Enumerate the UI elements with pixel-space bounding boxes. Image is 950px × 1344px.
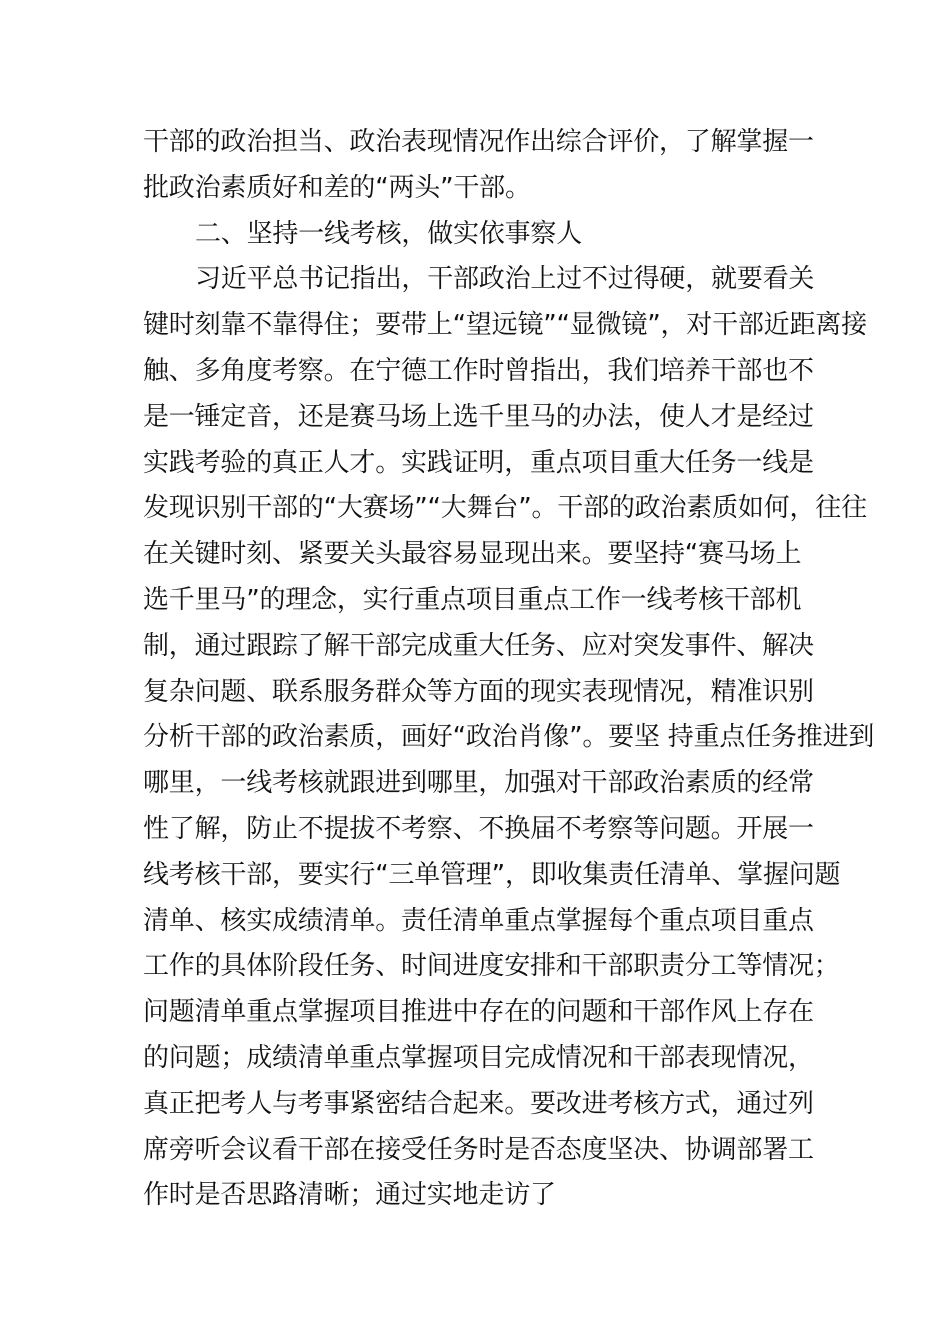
text-line: 工作的具体阶段任务、时间进度安排和干部职责分工等情况；	[143, 951, 840, 982]
text-line: 席旁听会议看干部在接受任务时是否态度坚决、协调部署工	[143, 1134, 814, 1165]
text-line: 哪里，一线考核就跟进到哪里，加强对干部政治素质的经常	[143, 768, 814, 799]
text-line: 干部的政治担当、政治表现情况作出综合评价，了解掌握一	[143, 127, 814, 157]
text-line: 习近平总书记指出，干部政治上过不过得硬，就要看关	[195, 264, 815, 295]
document-body	[143, 120, 875, 1219]
text-line: 在关键时刻、紧要关头最容易显现出来。要坚持“赛马场上	[143, 539, 802, 570]
text-line: 键时刻靠不靠得住；要带上“望远镜”“显微镜”，对干部近距离接	[143, 310, 867, 341]
section-heading: 二、坚持一线考核，做实依事察人	[195, 218, 583, 249]
text-line: 制，通过跟踪了解干部完成重大任务、应对突发事件、解决	[143, 630, 814, 661]
text-line: 性了解，防止不提拔不考察、不换届不考察等问题。开展一	[143, 813, 814, 844]
text-line: 复杂问题、联系服务群众等方面的现实表现情况，精准识别	[143, 676, 814, 707]
text-line: 选千里马”的理念，实行重点项目重点工作一线考核干部机	[143, 584, 802, 615]
text-line: 分析干部的政治素质，画好“政治肖像”。要坚 持重点任务推进到	[143, 722, 875, 753]
text-line: 的问题；成绩清单重点掌握项目完成情况和干部表现情况，	[143, 1042, 814, 1073]
text-line: 清单、核实成绩清单。责任清单重点掌握每个重点项目重点	[143, 905, 814, 936]
text-line: 触、多角度考察。在宁德工作时曾指出，我们培养干部也不	[143, 355, 814, 386]
text-line: 线考核干部，要实行“三单管理”，即收集责任清单、掌握问题	[143, 859, 841, 890]
text-line: 真正把考人与考事紧密结合起来。要改进考核方式，通过列	[143, 1088, 814, 1119]
text-line: 实践考验的真正人才。实践证明，重点项目重大任务一线是	[143, 447, 814, 478]
text-line: 问题清单重点掌握项目推进中存在的问题和干部作风上存在	[143, 997, 814, 1028]
text-line: 批政治素质好和差的“两头”干部。	[143, 172, 531, 203]
text-line: 是一锤定音，还是赛马场上选千里马的办法，使人才是经过	[143, 401, 814, 432]
text-line: 作时是否思路清晰；通过实地走访了	[143, 1180, 556, 1211]
text-line: 发现识别干部的“大赛场”“大舞台”。干部的政治素质如何，往往	[143, 493, 867, 524]
